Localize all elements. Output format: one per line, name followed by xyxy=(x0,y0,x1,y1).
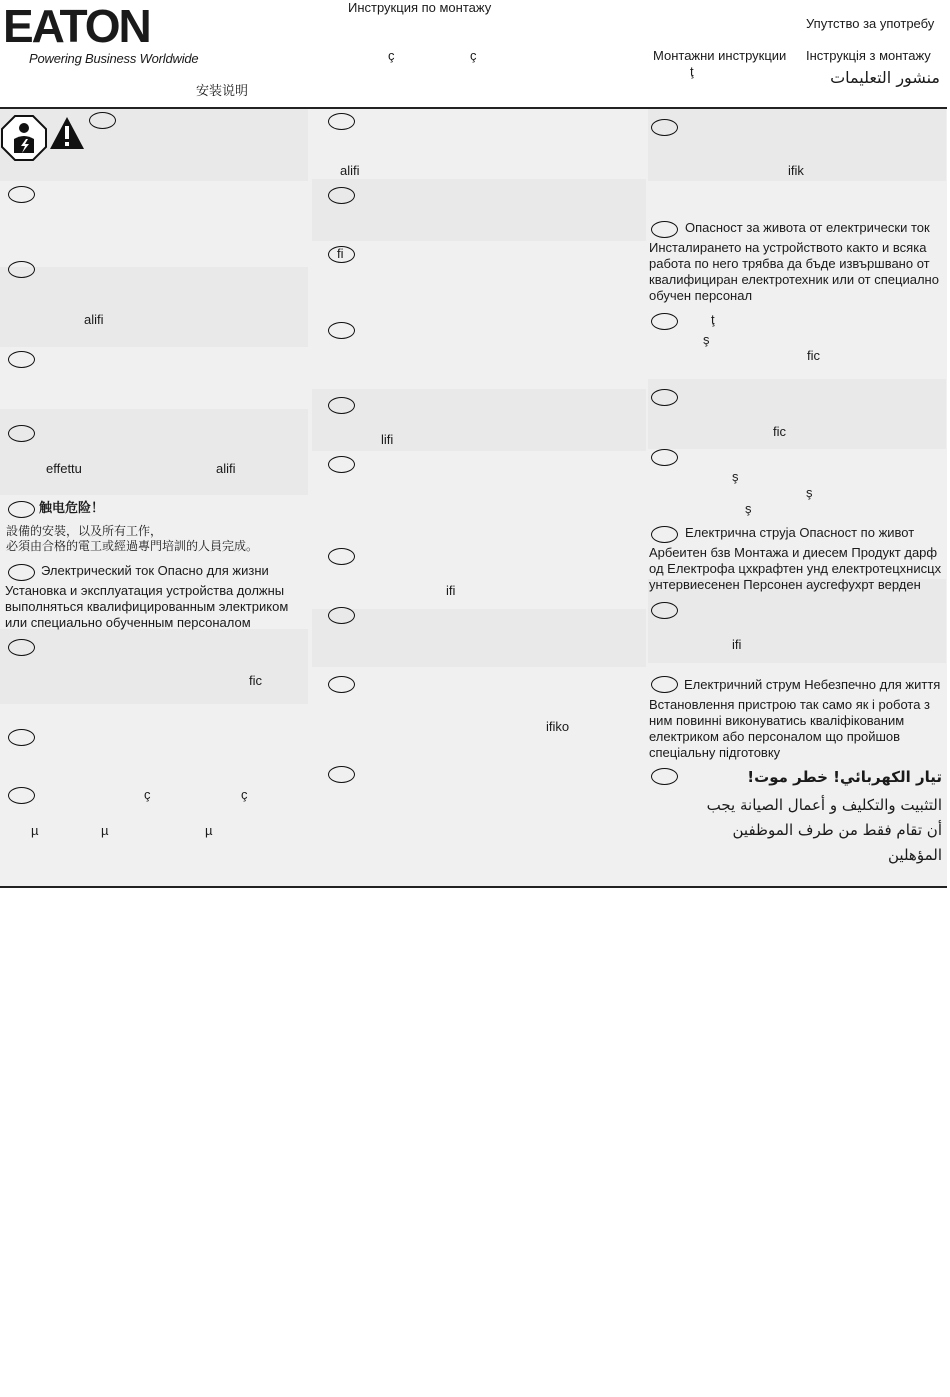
language-oval xyxy=(8,639,35,656)
language-oval xyxy=(328,676,355,693)
header-fragment: ç xyxy=(470,48,477,63)
text-fragment: fi xyxy=(337,246,344,261)
language-oval xyxy=(328,187,355,204)
text-fragment: ifi xyxy=(732,637,742,652)
bottom-rule xyxy=(0,886,947,888)
language-oval xyxy=(8,261,35,278)
text-fragment: ç xyxy=(241,787,248,802)
language-oval xyxy=(651,768,678,785)
title-macedonian: Монтажни инструкции xyxy=(653,48,787,63)
language-oval xyxy=(328,456,355,473)
warning-text-bulgarian: работа по него трябва да бъде извършвано от xyxy=(649,256,930,271)
title-chinese: 安装说明 xyxy=(196,84,249,99)
text-fragment: fic xyxy=(249,673,262,688)
language-oval xyxy=(328,113,355,130)
warning-text-ukrainian: спеціальну підготовку xyxy=(649,745,781,760)
warning-text-chinese: 設備的安裝，以及所有工作， xyxy=(6,524,163,538)
warning-heading-bulgarian: Опасност за живота от електрически ток xyxy=(685,220,930,235)
language-oval xyxy=(651,602,678,619)
text-fragment: fic xyxy=(773,424,786,439)
text-fragment: µ xyxy=(31,823,39,838)
warning-text-russian: Установка и эксплуатация устройства должны xyxy=(5,583,285,598)
language-oval xyxy=(651,676,678,693)
brand-wordmark: EATON xyxy=(3,0,150,52)
text-fragment: µ xyxy=(101,823,109,838)
language-oval xyxy=(8,501,35,518)
warning-text-ukrainian: електриком або персоналом що пройшов xyxy=(649,729,901,744)
title-russian: Инструкция по монтажу xyxy=(348,0,492,15)
language-oval xyxy=(8,564,35,581)
text-fragment: effettu xyxy=(46,461,82,476)
language-oval xyxy=(8,186,35,203)
text-fragment: ifik xyxy=(788,163,804,178)
text-fragment: ţ xyxy=(711,312,715,327)
language-oval xyxy=(328,397,355,414)
text-fragment: alifi xyxy=(216,461,236,476)
warning-triangle-icon xyxy=(48,115,86,151)
language-oval xyxy=(651,389,678,406)
text-fragment: ş xyxy=(806,485,813,500)
warning-text-macedonian: од Електрофа цхкрафтен унд електротецхнисцх xyxy=(649,561,942,576)
warning-heading-arabic: تيار الكهربائي! خطر موت! xyxy=(747,768,942,786)
warning-heading-ukrainian: Електричний струм Небезпечно для життя xyxy=(684,677,941,692)
language-oval xyxy=(651,526,678,543)
warning-heading-macedonian: Електрична струја Опасност по живот xyxy=(685,525,915,540)
language-oval xyxy=(89,112,116,129)
warning-heading-russian: Электрический ток Опасно для жизни xyxy=(41,563,269,578)
warning-text-ukrainian: Встановлення пристрою так само як і робота з xyxy=(649,697,931,712)
language-oval xyxy=(328,548,355,565)
warning-text-russian: или специально обученным персоналом xyxy=(5,615,251,630)
warning-text-chinese: 必須由合格的電工或經過專門培訓的人員完成。 xyxy=(6,539,259,553)
warning-text-bulgarian: квалифициран електротехник или от специално xyxy=(649,272,939,287)
language-oval xyxy=(651,449,678,466)
language-oval xyxy=(328,322,355,339)
title-serbian: Упутство за употребу xyxy=(806,16,935,31)
text-fragment: fic xyxy=(807,348,820,363)
warning-text-macedonian: Арбеитен бзв Монтажа и диесем Продукт дарф xyxy=(649,545,938,560)
warning-text-macedonian: унтервиесенен Персонен аусгефухрт верден xyxy=(649,577,921,592)
language-oval xyxy=(328,766,355,783)
warning-text-bulgarian: обучен персонал xyxy=(649,288,753,303)
warning-heading-chinese: 触电危险！ xyxy=(39,501,105,516)
warning-text-arabic: أن تقام فقط من طرف الموظفين xyxy=(732,821,942,839)
text-fragment: ş xyxy=(703,332,710,347)
electrician-icon xyxy=(1,115,47,161)
warning-text-bulgarian: Инсталирането на устройството както и всяка xyxy=(649,240,927,255)
text-fragment: µ xyxy=(205,823,213,838)
text-fragment: ifiko xyxy=(546,719,570,734)
eaton-logo xyxy=(3,0,199,66)
language-oval xyxy=(8,787,35,804)
warning-text-ukrainian: ним повинні виконуватись кваліфікованим xyxy=(649,713,905,728)
language-oval xyxy=(651,313,678,330)
text-fragment: ş xyxy=(745,501,752,516)
warning-text-arabic: التثبيت والتكليف و أعمال الصيانة يجب xyxy=(706,796,942,814)
warning-text-russian: выполняться квалифицированным электриком xyxy=(5,599,289,614)
language-oval xyxy=(8,351,35,368)
language-oval xyxy=(651,119,678,136)
text-fragment: lifi xyxy=(381,432,394,447)
language-oval xyxy=(651,221,678,238)
warning-text-arabic: المؤهلين xyxy=(888,846,942,864)
content-panel xyxy=(0,109,947,886)
header-fragment: ç xyxy=(388,48,395,63)
title-arabic: منشور التعليمات xyxy=(830,68,940,87)
text-fragment: alifi xyxy=(340,163,360,178)
text-fragment: ifi xyxy=(446,583,456,598)
brand-tagline: Powering Business Worldwide xyxy=(29,51,199,66)
header-fragment: ţ xyxy=(690,64,694,79)
language-oval xyxy=(8,729,35,746)
text-fragment: ş xyxy=(732,469,739,484)
text-fragment: ç xyxy=(144,787,151,802)
title-ukrainian: Інструкція з монтажу xyxy=(806,48,931,63)
language-oval xyxy=(328,607,355,624)
language-oval xyxy=(8,425,35,442)
text-fragment: alifi xyxy=(84,312,104,327)
